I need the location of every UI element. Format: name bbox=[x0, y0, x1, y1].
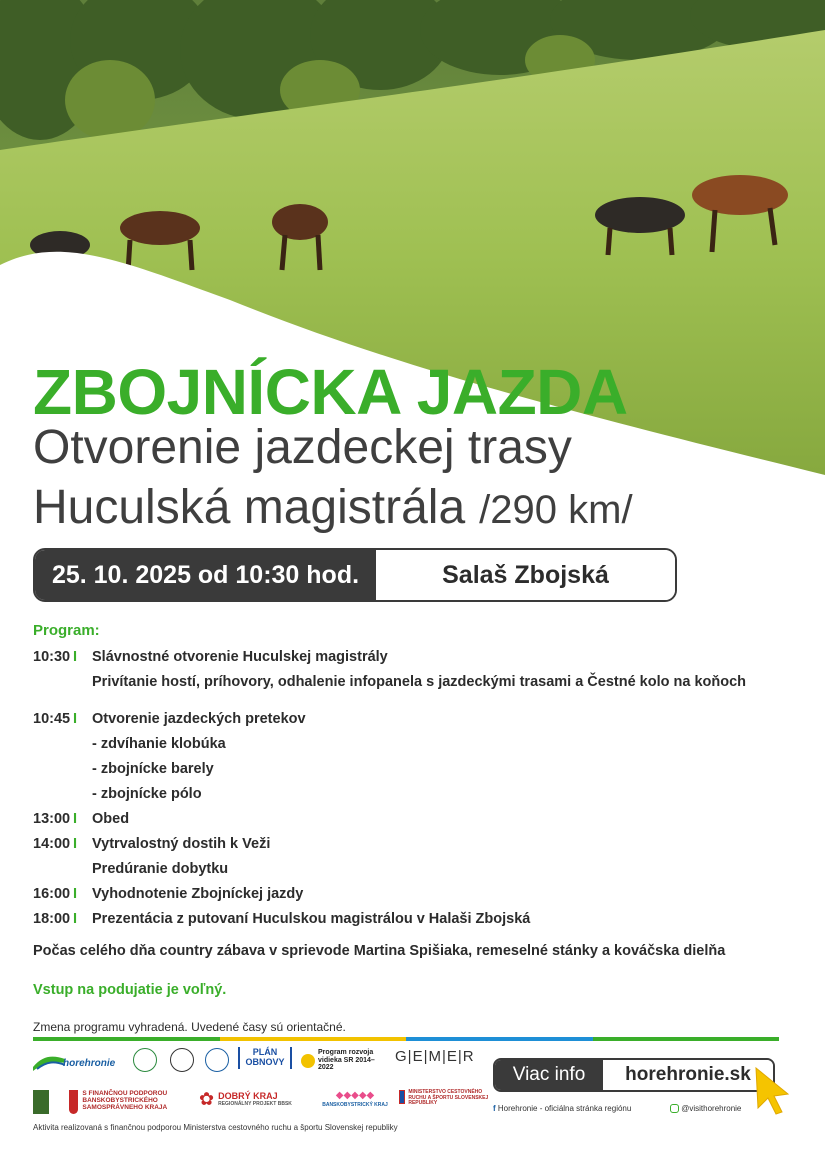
event-place: Salaš Zbojská bbox=[376, 550, 675, 600]
separator: I bbox=[73, 648, 78, 665]
ministry-text: MINISTERSTVO CESTOVNÉHO RUCHU A ŠPORTU SLOVENSKEJ REPUBLIKY bbox=[408, 1089, 489, 1106]
more-info-label: Viac info bbox=[495, 1060, 603, 1090]
program-subtext: Predúranie dobytku bbox=[92, 860, 229, 877]
event-subtitle: Otvorenie jazdeckej trasy bbox=[33, 421, 572, 474]
partner-logos bbox=[33, 1045, 489, 1125]
program-time: 16:00 bbox=[33, 885, 71, 902]
program-subtext: - zdvíhanie klobúka bbox=[92, 735, 226, 752]
separator: I bbox=[73, 910, 78, 927]
facebook-text: Horehronie - oficiálna stránka regiónu bbox=[497, 1104, 632, 1113]
dobry-kraj-title: DOBRÝ KRAJ bbox=[218, 1091, 278, 1102]
strip-yellow bbox=[220, 1037, 407, 1041]
ministry-logo bbox=[399, 1090, 489, 1107]
separator: I bbox=[73, 835, 78, 852]
bbsk-text: BANSKOBYSTRICKÝ KRAJ bbox=[322, 1102, 388, 1108]
bbsk-logo bbox=[320, 1090, 390, 1109]
bbsk-dots-icon: ◆◆◆◆◆ bbox=[335, 1090, 375, 1101]
instagram-icon bbox=[670, 1104, 679, 1113]
program-text: Vytrvalostný dostih k Veži bbox=[92, 835, 271, 852]
program-rozvoja-vidieka-logo bbox=[301, 1049, 388, 1072]
program-item bbox=[33, 706, 793, 731]
strip-green bbox=[33, 1037, 220, 1041]
program-change-note: Zmena programu vyhradená. Uvedené časy sú orientačné. bbox=[33, 1020, 346, 1034]
bbsk-support-text: S FINANČNOU PODPOROU BANSKOBYSTRICKÉHO SAMOSPRÁVNEHO KRAJA bbox=[82, 1090, 168, 1112]
program-subitem bbox=[33, 856, 793, 881]
horehronie-logo-text: horehronie bbox=[63, 1058, 116, 1069]
program-time: 10:45 bbox=[33, 710, 71, 727]
slovak-coat-of-arms-icon bbox=[399, 1090, 405, 1104]
program-time: 10:30 bbox=[33, 648, 71, 665]
program-subtext: - zbojnícke barely bbox=[92, 760, 214, 777]
program-subtext: Privítanie hostí, príhovory, odhalenie infopanela s jazdeckými trasami a Čestné kolo na koňoch bbox=[92, 673, 747, 690]
strip-green-2 bbox=[593, 1037, 780, 1041]
program-item bbox=[33, 906, 793, 931]
plan-obnovy-logo: PLÁN OBNOVY bbox=[238, 1047, 292, 1069]
program-item bbox=[33, 881, 793, 906]
trail-name-text: Huculská magistrála bbox=[33, 481, 466, 534]
gemer-logo: G|E|M|E|R bbox=[395, 1048, 475, 1065]
program-text: Obed bbox=[92, 810, 130, 827]
emblem-logo-2 bbox=[170, 1048, 194, 1072]
emblem-logo-3 bbox=[205, 1048, 229, 1072]
facebook-icon: f bbox=[493, 1104, 496, 1113]
color-strip bbox=[33, 1037, 779, 1041]
program-subtext: - zbojnícke pólo bbox=[92, 785, 202, 802]
trail-name bbox=[33, 481, 633, 534]
separator: I bbox=[73, 810, 78, 827]
bbsk-shield-icon bbox=[69, 1090, 78, 1114]
event-title: ZBOJNÍCKA JAZDA bbox=[33, 356, 628, 428]
eu-stars-icon bbox=[301, 1054, 315, 1068]
more-info-box[interactable] bbox=[493, 1058, 775, 1092]
program-time: 14:00 bbox=[33, 835, 71, 852]
small-emblem-logo bbox=[33, 1090, 49, 1114]
program-text: Otvorenie jazdeckých pretekov bbox=[92, 710, 306, 727]
program-text: Slávnostné otvorenie Huculskej magistrály bbox=[92, 648, 388, 665]
program-list bbox=[33, 644, 793, 931]
footer-funding-note: Aktivita realizovaná s finančnou podporou Ministerstva cestovného ruchu a športu Slovenskej republiky bbox=[33, 1123, 398, 1132]
website-link[interactable]: horehronie.sk bbox=[603, 1060, 773, 1090]
dobry-kraj-text-wrap bbox=[218, 1092, 292, 1107]
facebook-link[interactable] bbox=[493, 1104, 631, 1113]
flower-icon: ✿ bbox=[199, 1089, 215, 1109]
program-text: Prezentácia z putovaní Huculskou magistrálou v Halaši Zbojská bbox=[92, 910, 531, 927]
horehronie-logo[interactable] bbox=[33, 1051, 128, 1071]
program-subitem bbox=[33, 781, 793, 806]
program-rv-text: Program rozvoja vidieka SR 2014–2022 bbox=[318, 1049, 375, 1072]
program-text: Vyhodnotenie Zbojníckej jazdy bbox=[92, 885, 304, 902]
program-subitem bbox=[33, 731, 793, 756]
emblem-logo-1 bbox=[133, 1048, 157, 1072]
program-subitem bbox=[33, 669, 793, 694]
event-date: 25. 10. 2025 od 10:30 hod. bbox=[35, 550, 376, 600]
instagram-text: @visithorehronie bbox=[681, 1104, 742, 1113]
cursor-pointer-icon bbox=[752, 1066, 792, 1116]
program-time: 18:00 bbox=[33, 910, 71, 927]
program-time: 13:00 bbox=[33, 810, 71, 827]
strip-blue bbox=[406, 1037, 593, 1041]
program-heading: Program: bbox=[33, 622, 100, 639]
program-item bbox=[33, 831, 793, 856]
free-entry-note: Vstup na podujatie je voľný. bbox=[33, 982, 227, 998]
program-subitem bbox=[33, 756, 793, 781]
instagram-link[interactable] bbox=[670, 1104, 741, 1113]
program-item bbox=[33, 644, 793, 669]
trail-distance: /290 km/ bbox=[479, 488, 633, 532]
separator: I bbox=[73, 710, 78, 727]
horehronie-wave-icon bbox=[33, 1051, 65, 1071]
dobry-kraj-logo bbox=[199, 1090, 309, 1110]
separator: I bbox=[73, 885, 78, 902]
date-place-bar bbox=[33, 548, 677, 602]
dobry-kraj-subtitle: REGIONÁLNY PROJEKT BBSK bbox=[218, 1101, 292, 1108]
all-day-note: Počas celého dňa country zábava v sprievode Martina Spišiaka, remeselné stánky a kováčska dielňa bbox=[33, 943, 726, 959]
bbsk-support-logo bbox=[69, 1090, 199, 1114]
program-item bbox=[33, 806, 793, 831]
